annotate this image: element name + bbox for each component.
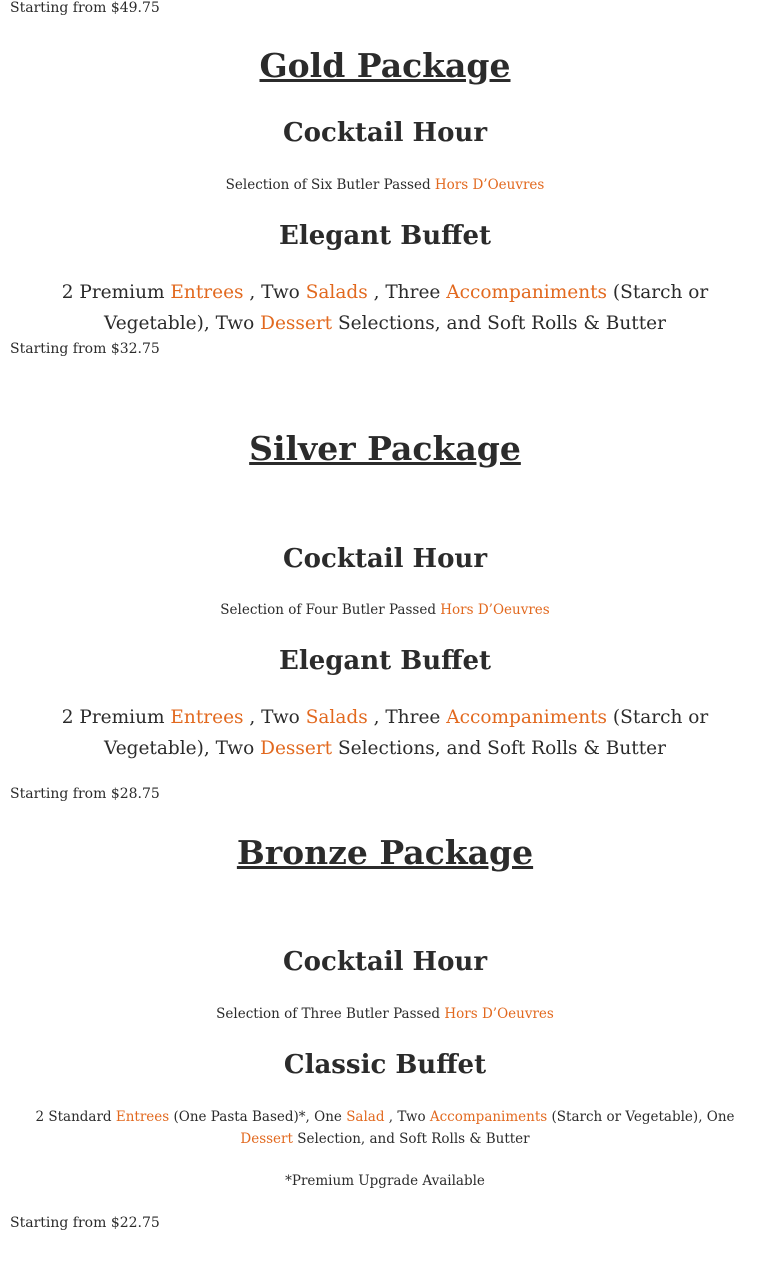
bronze-dessert-link[interactable]: Dessert (240, 1131, 293, 1147)
silver-buffet-heading: Elegant Buffet (279, 646, 491, 676)
previous-package-price: Starting from $49.75 (10, 0, 160, 16)
gold-buffet-heading: Elegant Buffet (279, 221, 491, 251)
silver-cocktail-hour-heading: Cocktail Hour (282, 544, 488, 574)
bronze-upgrade-note: *Premium Upgrade Available (285, 1173, 485, 1189)
buffet-text: Selections, and Soft Rolls & Butter (332, 313, 666, 334)
bronze-package-title: Bronze Package (236, 833, 534, 872)
buffet-text: , Two (243, 707, 306, 728)
buffet-text: Selection, and Soft Rolls & Butter (292, 1131, 530, 1147)
bronze-salad-link[interactable]: Salad (346, 1109, 385, 1125)
silver-cocktail-description (0, 599, 770, 621)
gold-cocktail-hour-heading: Cocktail Hour (282, 118, 488, 148)
buffet-text: (Starch or Vegetable), Two (104, 282, 709, 334)
silver-salads-link[interactable]: Salads (305, 707, 368, 728)
buffet-text: (Starch or Vegetable), One (547, 1109, 735, 1125)
buffet-text: , Two (243, 282, 306, 303)
gold-package-title: Gold Package (259, 46, 511, 85)
bronze-buffet-description (30, 1106, 740, 1150)
bronze-entrees-link[interactable]: Entrees (115, 1109, 170, 1125)
buffet-text: 2 Standard (35, 1109, 116, 1125)
gold-hors-doeuvres-link[interactable]: Hors D’Oeuvres (434, 177, 545, 193)
silver-cocktail-text: Selection of Four Butler Passed (220, 602, 436, 618)
silver-accompaniments-link[interactable]: Accompaniments (446, 707, 608, 728)
silver-hors-doeuvres-link[interactable]: Hors D’Oeuvres (440, 602, 550, 618)
buffet-text: (Starch or Vegetable), Two (104, 707, 709, 759)
buffet-text: , Three (367, 282, 447, 303)
bronze-cocktail-text: Selection of Three Butler Passed (216, 1006, 441, 1022)
bronze-buffet-heading: Classic Buffet (283, 1050, 487, 1080)
gold-cocktail-description (0, 174, 770, 196)
buffet-text: 2 Premium (61, 282, 171, 303)
gold-buffet-description (8, 277, 762, 339)
silver-package-title: Silver Package (249, 429, 521, 468)
gold-dessert-link[interactable]: Dessert (260, 313, 333, 334)
gold-salads-link[interactable]: Salads (305, 282, 368, 303)
bronze-accompaniments-link[interactable]: Accompaniments (429, 1109, 548, 1125)
bronze-price: Starting from $22.75 (10, 1215, 160, 1231)
buffet-text: 2 Premium (61, 707, 171, 728)
silver-price: Starting from $28.75 (10, 786, 160, 802)
bronze-hors-doeuvres-link[interactable]: Hors D’Oeuvres (444, 1006, 554, 1022)
gold-entrees-link[interactable]: Entrees (170, 282, 244, 303)
gold-accompaniments-link[interactable]: Accompaniments (446, 282, 608, 303)
silver-buffet-description (28, 702, 742, 764)
buffet-text: , Three (367, 707, 447, 728)
silver-entrees-link[interactable]: Entrees (170, 707, 244, 728)
buffet-text: , Two (384, 1109, 430, 1125)
buffet-text: (One Pasta Based)*, One (169, 1109, 347, 1125)
bronze-cocktail-description (0, 1003, 770, 1025)
gold-cocktail-text: Selection of Six Butler Passed (225, 177, 431, 193)
bronze-cocktail-hour-heading: Cocktail Hour (282, 947, 488, 977)
silver-dessert-link[interactable]: Dessert (260, 738, 333, 759)
gold-price: Starting from $32.75 (10, 341, 160, 357)
buffet-text: Selections, and Soft Rolls & Butter (332, 738, 666, 759)
